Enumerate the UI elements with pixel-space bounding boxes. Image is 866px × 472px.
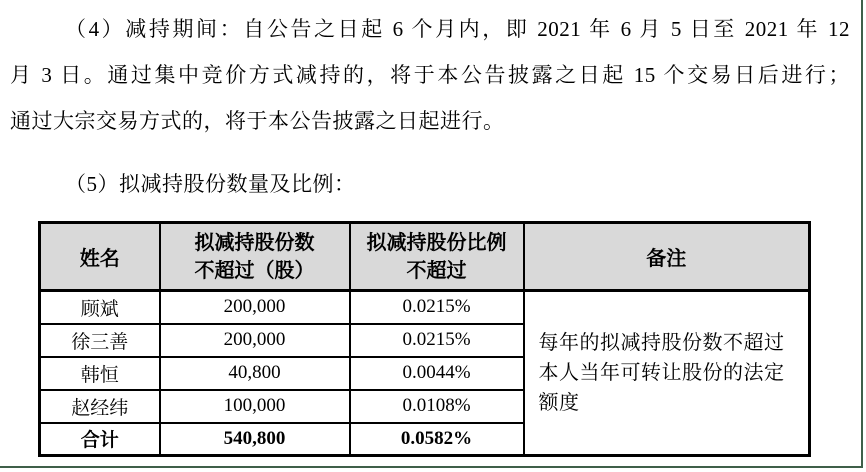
cell-total-ratio: 0.0582%: [350, 423, 524, 456]
col-header-ratio-line2: 不超过: [406, 259, 467, 282]
share-reduction-table: [38, 221, 811, 457]
paragraph-reduction-period: [10, 0, 850, 144]
page-edge-right-rule: [861, 0, 863, 468]
cell-ratio: 0.0215%: [350, 324, 524, 357]
paragraph-line-2: 月 3 日。通过集中竞价方式减持的，将于本公告披露之日起 15 个交易日后进行；: [10, 63, 850, 87]
cell-ratio: 0.0215%: [350, 291, 524, 324]
cell-shares: 200,000: [160, 291, 350, 324]
cell-name: 顾斌: [40, 291, 160, 324]
paragraph-quantity-ratio-heading: （5）拟减持股份数量及比例：: [65, 172, 356, 196]
cell-shares: 100,000: [160, 390, 350, 423]
cell-name: 韩恒: [40, 357, 160, 390]
note-cell: 每年的拟减持股份数不超过本人当年可转让股份的法定额度: [524, 291, 810, 456]
cell-total-shares: 540,800: [160, 423, 350, 456]
paragraph-line-3: 通过大宗交易方式的，将于本公告披露之日起进行。: [10, 109, 505, 133]
cell-name: 徐三善: [40, 324, 160, 357]
cell-total-label: 合计: [40, 423, 160, 456]
col-header-shares-line2: 不超过（股）: [194, 259, 315, 282]
col-header-name: 姓名: [40, 223, 160, 291]
page-edge-bottom-rule: [0, 466, 863, 468]
col-header-ratio-line1: 拟减持股份比例: [366, 231, 507, 254]
col-header-ratio: [350, 223, 524, 291]
cell-name: 赵经纬: [40, 390, 160, 423]
cell-ratio: 0.0108%: [350, 390, 524, 423]
cell-shares: 200,000: [160, 324, 350, 357]
cell-shares: 40,800: [160, 357, 350, 390]
table-row: [40, 291, 810, 324]
cell-ratio: 0.0044%: [350, 357, 524, 390]
col-header-shares: [160, 223, 350, 291]
col-header-shares-line1: 拟减持股份数: [194, 231, 315, 254]
col-header-note: 备注: [524, 223, 810, 291]
table-header-row: [40, 223, 810, 291]
paragraph-line-1: （4）减持期间：自公告之日起 6 个月内，即 2021 年 6 月 5 日至 2021 年 12: [65, 17, 850, 41]
